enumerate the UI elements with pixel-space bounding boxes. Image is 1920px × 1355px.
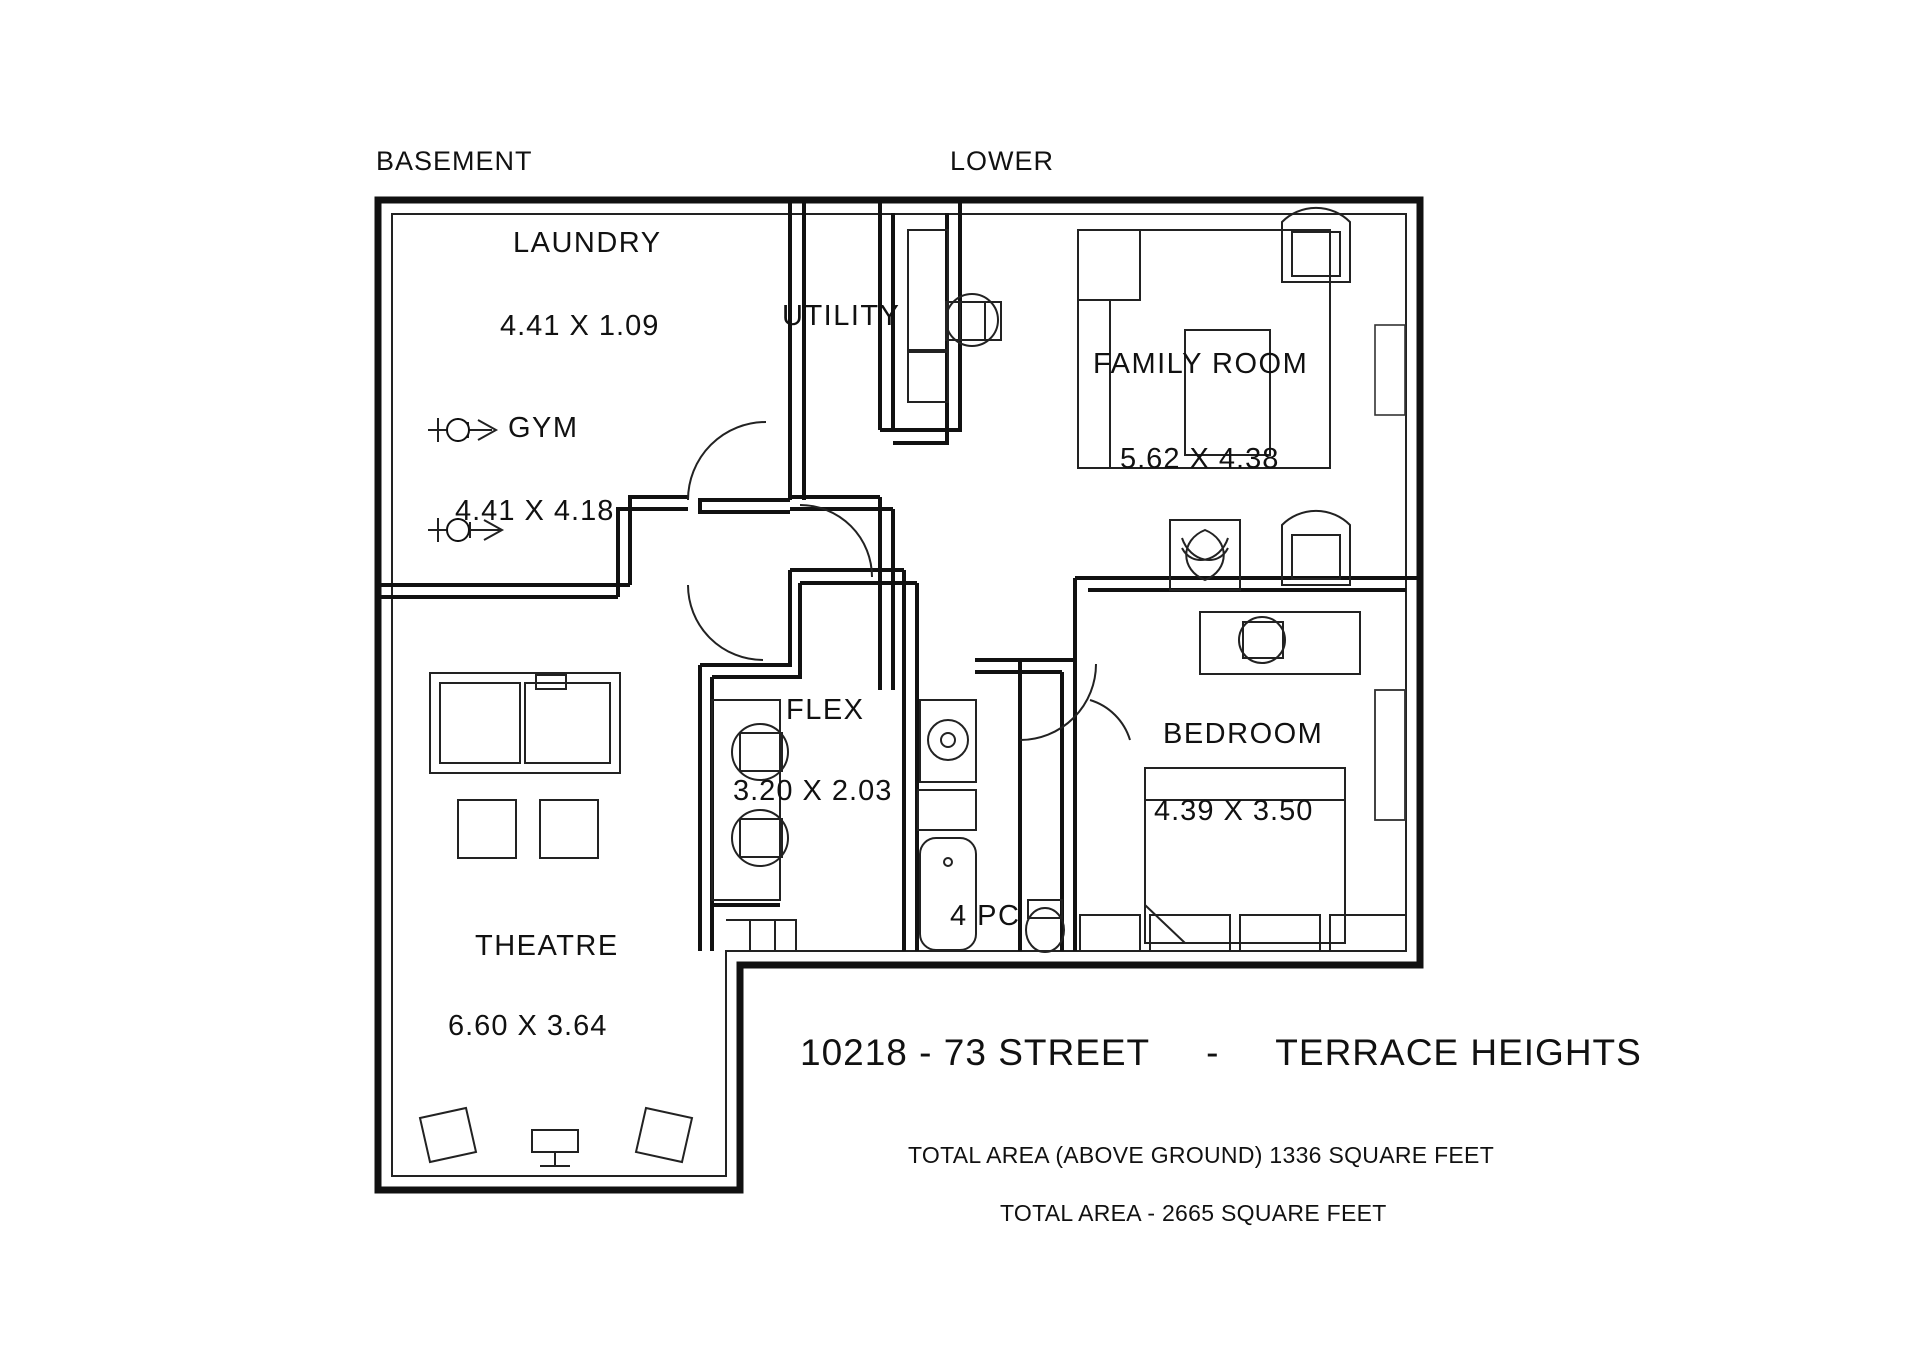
room-label-flex: FLEX xyxy=(786,694,865,726)
room-label-laundry: LAUNDRY xyxy=(513,227,662,259)
room-dimensions-flex: 3.20 X 2.03 xyxy=(733,775,893,807)
room-label-gym: GYM xyxy=(508,412,579,444)
room-dimensions-family-room: 5.62 X 4.38 xyxy=(1120,443,1280,475)
basement-header: BASEMENT xyxy=(376,146,533,176)
utility-fixtures xyxy=(908,230,1001,402)
plan-title-neighbourhood: TERRACE HEIGHTS xyxy=(1275,1032,1642,1073)
total-area-text: TOTAL AREA - 2665 SQUARE FEET xyxy=(1000,1200,1387,1226)
lower-header: LOWER xyxy=(950,146,1055,176)
room-label-bedroom: BEDROOM xyxy=(1163,718,1324,750)
above-ground-area-text: TOTAL AREA (ABOVE GROUND) 1336 SQUARE FEET xyxy=(908,1142,1495,1168)
theatre-furniture xyxy=(420,673,692,1166)
room-dimensions-gym: 4.41 X 4.18 xyxy=(455,495,615,527)
room-dimensions-theatre: 6.60 X 3.64 xyxy=(448,1010,608,1042)
flex-furniture xyxy=(712,700,796,951)
room-label-utility: UTILITY xyxy=(782,300,901,332)
room-label-family-room: FAMILY ROOM xyxy=(1093,348,1309,380)
plan-title-separator: - xyxy=(1206,1032,1220,1073)
room-dimensions-laundry: 4.41 X 1.09 xyxy=(500,310,660,342)
room-label-theatre: THEATRE xyxy=(475,930,619,962)
plan-title-address: 10218 - 73 STREET xyxy=(800,1032,1150,1073)
room-dimensions-bedroom: 4.39 X 3.50 xyxy=(1154,795,1314,827)
room-label-bathroom: 4 PC xyxy=(950,900,1021,932)
plan-title xyxy=(800,1032,1642,1074)
